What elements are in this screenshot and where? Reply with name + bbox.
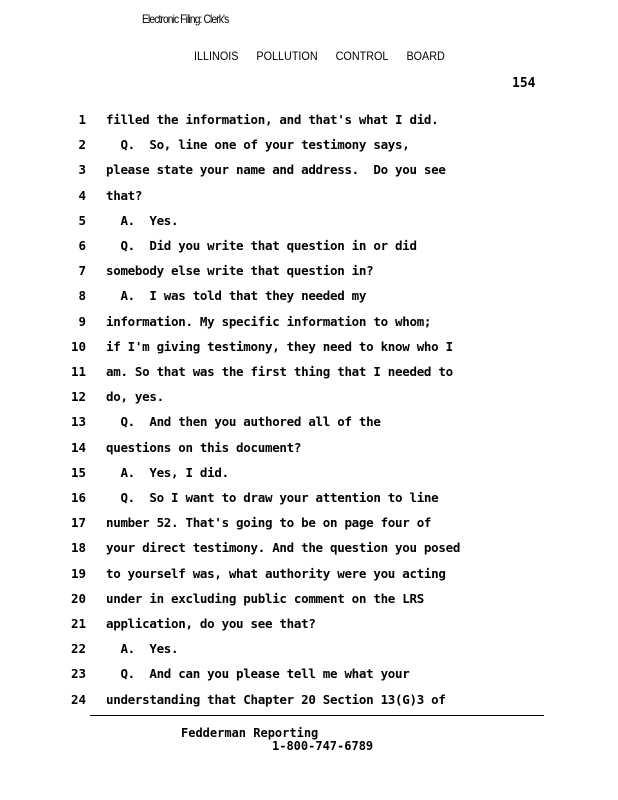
line-text: Q. Did you write that question in or did (106, 238, 417, 253)
header-word: ILLINOIS (194, 49, 239, 63)
line-number: 22 (70, 641, 86, 657)
line-text: your direct testimony. And the question you posed (106, 540, 461, 556)
line-number: 20 (70, 590, 86, 606)
transcript-line (0, 666, 618, 686)
line-text: understanding that Chapter 20 Section 13(G)3 of (106, 691, 446, 707)
transcript-line (0, 162, 618, 182)
line-text: under in excluding public comment on the LRS (106, 590, 424, 606)
page-header (194, 49, 463, 63)
transcript-line (0, 692, 618, 712)
transcript-line (0, 414, 618, 434)
transcript-line (0, 591, 618, 611)
line-text: to yourself was, what authority were you acting (106, 565, 446, 581)
transcript-line (0, 263, 618, 283)
line-number: 6 (78, 238, 86, 253)
header-word: BOARD (406, 49, 445, 63)
header-word: POLLUTION (256, 49, 318, 63)
line-number: 1 (78, 112, 86, 127)
line-number: 11 (70, 364, 86, 379)
line-number: 9 (78, 313, 86, 329)
line-text: that? (106, 187, 143, 203)
line-number: 7 (78, 263, 86, 279)
transcript-line (0, 641, 618, 661)
line-number: 4 (78, 187, 86, 203)
line-text: please state your name and address. Do you see (106, 162, 446, 178)
line-text: Q. So I want to draw your attention to line (106, 490, 439, 505)
transcript-line (0, 188, 618, 208)
line-text: questions on this document? (106, 439, 302, 455)
line-number: 2 (78, 137, 86, 153)
line-number: 17 (70, 515, 86, 531)
line-text: A. Yes, I did. (106, 464, 229, 480)
transcript-line (0, 112, 618, 132)
transcript-line (0, 566, 618, 586)
transcript-line (0, 616, 618, 636)
filing-stamp: Electronic Filing: Clerk's (142, 12, 229, 26)
line-number: 21 (70, 616, 86, 631)
line-number: 3 (78, 162, 86, 178)
line-number: 5 (78, 212, 86, 228)
line-number: 23 (70, 666, 86, 682)
line-number: 24 (70, 691, 86, 707)
line-number: 12 (70, 389, 86, 405)
transcript-line (0, 137, 618, 157)
line-text: A. I was told that they needed my (106, 288, 367, 304)
page-number: 154 (512, 76, 536, 91)
line-text: filled the information, and that's what I did. (106, 112, 439, 127)
line-number: 14 (70, 439, 86, 455)
transcript-line (0, 288, 618, 308)
line-text: am. So that was the first thing that I needed to (106, 364, 453, 379)
transcript-line (0, 314, 618, 334)
transcript-line (0, 389, 618, 409)
footer-divider (90, 715, 544, 716)
header-word: CONTROL (335, 49, 389, 63)
line-text: A. Yes. (106, 641, 179, 657)
line-text: somebody else write that question in? (106, 263, 374, 279)
line-number: 10 (70, 338, 86, 354)
line-text: if I'm giving testimony, they need to know who I (106, 338, 453, 354)
transcript-line (0, 339, 618, 359)
transcript-line (0, 465, 618, 485)
line-text: Q. So, line one of your testimony says, (106, 137, 410, 153)
line-number: 8 (78, 288, 86, 304)
line-number: 15 (70, 464, 86, 480)
transcript-line (0, 213, 618, 233)
transcript-line (0, 440, 618, 460)
line-text: do, yes. (106, 389, 164, 405)
transcript-line (0, 515, 618, 535)
line-text: Q. And can you please tell me what your (106, 666, 410, 682)
line-number: 18 (70, 540, 86, 556)
line-text: A. Yes. (106, 212, 179, 228)
reporter-phone: 1-800-747-6789 (272, 739, 374, 753)
line-text: application, do you see that? (106, 616, 316, 631)
line-number: 16 (70, 490, 86, 505)
line-number: 19 (70, 565, 86, 581)
line-text: number 52. That's going to be on page four of (106, 515, 432, 531)
line-text: information. My specific information to whom; (106, 313, 432, 329)
transcript-line (0, 540, 618, 560)
reporter-name: Fedderman Reporting (181, 726, 319, 740)
line-number: 13 (70, 414, 86, 430)
transcript-line (0, 364, 618, 384)
transcript-line (0, 490, 618, 510)
line-text: Q. And then you authored all of the (106, 414, 381, 430)
transcript-line (0, 238, 618, 258)
